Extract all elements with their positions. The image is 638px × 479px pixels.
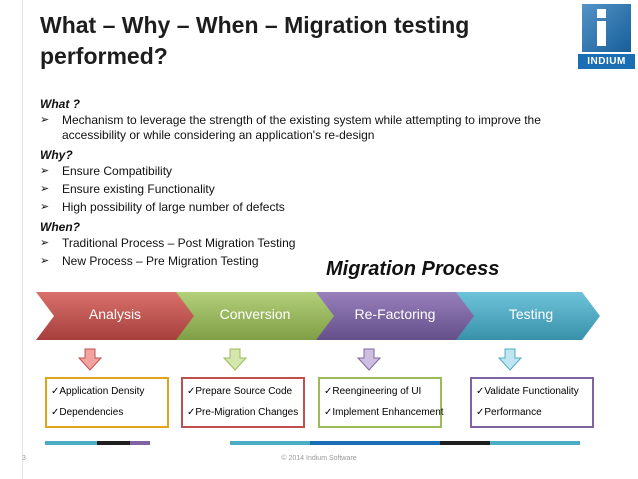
down-arrow-icon xyxy=(224,349,246,370)
slide-title: What – Why – When – Migration testing performed? xyxy=(40,12,470,69)
bullet-arrow-icon: ➢ xyxy=(40,183,50,195)
step-label-conversion: Conversion xyxy=(219,306,291,322)
footer-bar-segment xyxy=(310,441,440,445)
detail-item: ✓Dependencies xyxy=(51,407,124,418)
why-bullet: ➢ Ensure Compatibility xyxy=(40,164,173,178)
bullet-arrow-icon: ➢ xyxy=(40,237,50,249)
footer-bar-segment xyxy=(490,441,580,445)
detail-item: ✓Pre-Migration Changes xyxy=(187,407,299,418)
why-header: Why? xyxy=(40,148,73,162)
why-bullet: ➢ Ensure existing Functionality xyxy=(40,182,215,196)
detail-item: ✓Prepare Source Code xyxy=(187,386,293,397)
footer-bar-segment xyxy=(150,441,230,445)
why-bullet: ➢ High possibility of large number of defects xyxy=(40,200,285,214)
testing-details xyxy=(470,377,594,428)
step-label-testing: Testing xyxy=(508,306,554,322)
footer-bar-segment xyxy=(440,441,490,445)
detail-item: ✓Performance xyxy=(476,407,542,418)
refactoring-details xyxy=(318,377,442,428)
bullet-arrow-icon: ➢ xyxy=(40,165,50,177)
process-title: Migration Process xyxy=(326,258,500,280)
copyright: © 2014 Indium Software xyxy=(281,455,357,462)
when-bullet: ➢ Traditional Process – Post Migration Testing xyxy=(40,236,296,250)
detail-item: ✓Implement Enhancement xyxy=(324,407,444,418)
step-label-refactoring: Re-Factoring xyxy=(354,306,436,322)
detail-item: ✓Validate Functionality xyxy=(476,386,579,397)
conversion-details xyxy=(181,377,305,428)
footer-bar-segment xyxy=(230,441,310,445)
down-arrow-icon xyxy=(358,349,380,370)
step-label-analysis: Analysis xyxy=(88,306,142,322)
bullet-arrow-icon: ➢ xyxy=(40,255,50,267)
detail-item: ✓Reengineering of UI xyxy=(324,386,422,397)
footer-bar-segment xyxy=(97,441,130,445)
analysis-details xyxy=(45,377,169,428)
logo-word: INDIUM xyxy=(578,54,635,69)
what-bullet: ➢ Mechanism to leverage the strength of the existing system while attempting to improve the accessibility or while considering an application's re-design xyxy=(40,113,541,142)
footer-bar-segment xyxy=(130,441,150,445)
bullet-arrow-icon: ➢ xyxy=(40,114,50,126)
what-header: What ? xyxy=(40,97,80,111)
detail-item: ✓Application Density xyxy=(51,386,145,397)
bullet-arrow-icon: ➢ xyxy=(40,201,50,213)
when-bullet: ➢ New Process – Pre Migration Testing xyxy=(40,254,259,268)
down-arrow-icon xyxy=(499,349,521,370)
down-arrow-icon xyxy=(79,349,101,370)
page-number: 3 xyxy=(22,455,26,462)
when-header: When? xyxy=(40,220,80,234)
footer-bar-segment xyxy=(45,441,97,445)
